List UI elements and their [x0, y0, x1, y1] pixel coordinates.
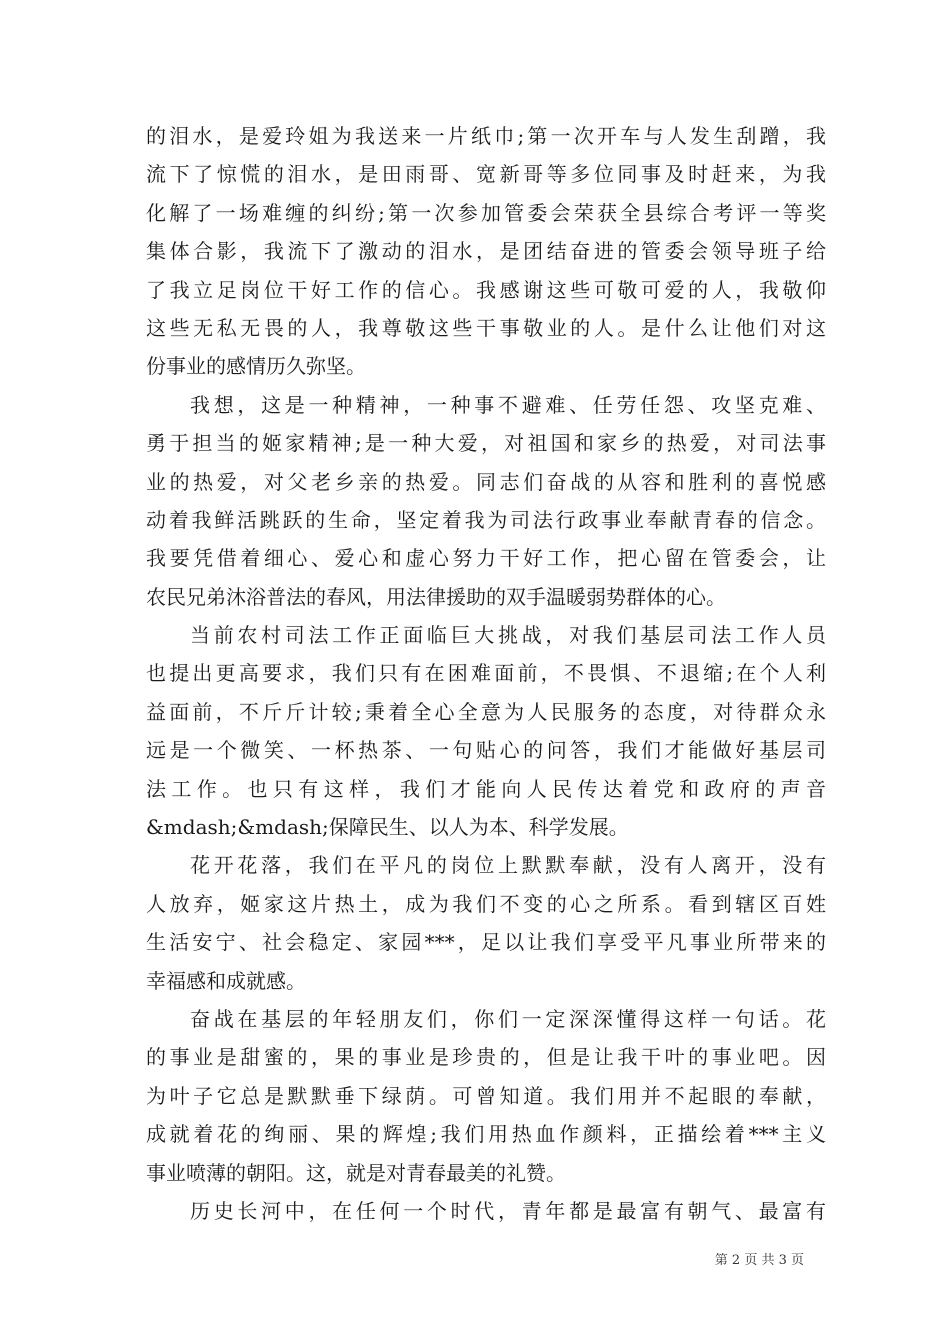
text-line: 我要凭借着细心、爱心和虚心努力干好工作，把心留在管委会，让: [146, 546, 826, 571]
text-line: 份事业的感情历久弥坚。: [146, 354, 366, 379]
paragraph-6: [146, 1192, 826, 1230]
document-body: [146, 117, 826, 1230]
text-line: 也提出更高要求，我们只有在困难面前，不畏惧、不退缩;在个人利: [146, 661, 826, 686]
text-line: 了我立足岗位干好工作的信心。我感谢这些可敬可爱的人，我敬仰: [146, 277, 826, 302]
text-line: 人放弃，姬家这片热土，成为我们不变的心之所系。看到辖区百姓: [146, 891, 826, 916]
text-line: 奋战在基层的年轻朋友们，你们一定深深懂得这样一句话。花: [190, 1006, 826, 1031]
paragraph-1: [146, 117, 826, 386]
text-line: 的事业是甜蜜的，果的事业是珍贵的，但是让我干叶的事业吧。因: [146, 1045, 826, 1070]
text-line: 我想，这是一种精神，一种事不避难、任劳任怨、攻坚克难、: [190, 392, 826, 417]
page-indicator: 第 2 页 共 3 页: [714, 1253, 804, 1268]
paragraph-3: [146, 616, 826, 846]
text-line: 流下了惊慌的泪水，是田雨哥、宽新哥等多位同事及时赶来，为我: [146, 162, 826, 187]
text-line: 动着我鲜活跳跃的生命，坚定着我为司法行政事业奉献青春的信念。: [146, 507, 826, 532]
text-line: &mdash;&mdash;保障民生、以人为本、科学发展。: [146, 815, 629, 840]
text-line: 成就着花的绚丽、果的辉煌;我们用热血作颜料，正描绘着***主义: [146, 1122, 826, 1147]
text-line: 为叶子它总是默默垂下绿荫。可曾知道。我们用并不起眼的奉献，: [146, 1083, 826, 1108]
paragraph-4: [146, 846, 826, 1000]
text-line: 事业喷薄的朝阳。这，就是对青春最美的礼赞。: [146, 1160, 566, 1185]
text-line: 益面前，不斤斤计较;秉着全心全意为人民服务的态度，对待群众永: [146, 699, 826, 724]
text-line: 远是一个微笑、一杯热茶、一句贴心的问答，我们才能做好基层司: [146, 738, 826, 763]
text-line: 这些无私无畏的人，我尊敬这些干事敬业的人。是什么让他们对这: [146, 315, 826, 340]
text-line: 的泪水，是爱玲姐为我送来一片纸巾;第一次开车与人发生刮蹭，我: [146, 124, 826, 148]
text-line: 花开花落，我们在平凡的岗位上默默奉献，没有人离开，没有: [190, 853, 826, 878]
text-line: 幸福感和成就感。: [146, 968, 306, 993]
text-line: 农民兄弟沐浴普法的春风，用法律援助的双手温暖弱势群体的心。: [146, 584, 726, 609]
paragraph-5: [146, 1000, 826, 1192]
text-line: 化解了一场难缠的纠纷;第一次参加管委会荣获全县综合考评一等奖: [146, 200, 826, 225]
text-line: 勇于担当的姬家精神;是一种大爱，对祖国和家乡的热爱，对司法事: [146, 431, 826, 456]
text-line: 当前农村司法工作正面临巨大挑战，对我们基层司法工作人员: [190, 623, 826, 648]
text-line: 历史长河中，在任何一个时代，青年都是最富有朝气、最富有: [190, 1198, 826, 1223]
text-line: 集体合影，我流下了激动的泪水，是团结奋进的管委会领导班子给: [146, 239, 826, 264]
paragraph-2: [146, 386, 826, 616]
text-line: 生活安宁、社会稳定、家园***，足以让我们享受平凡事业所带来的: [146, 930, 826, 955]
text-line: 法工作。也只有这样，我们才能向人民传达着党和政府的声音: [146, 776, 826, 801]
text-line: 业的热爱，对父老乡亲的热爱。同志们奋战的从容和胜利的喜悦感: [146, 469, 826, 494]
